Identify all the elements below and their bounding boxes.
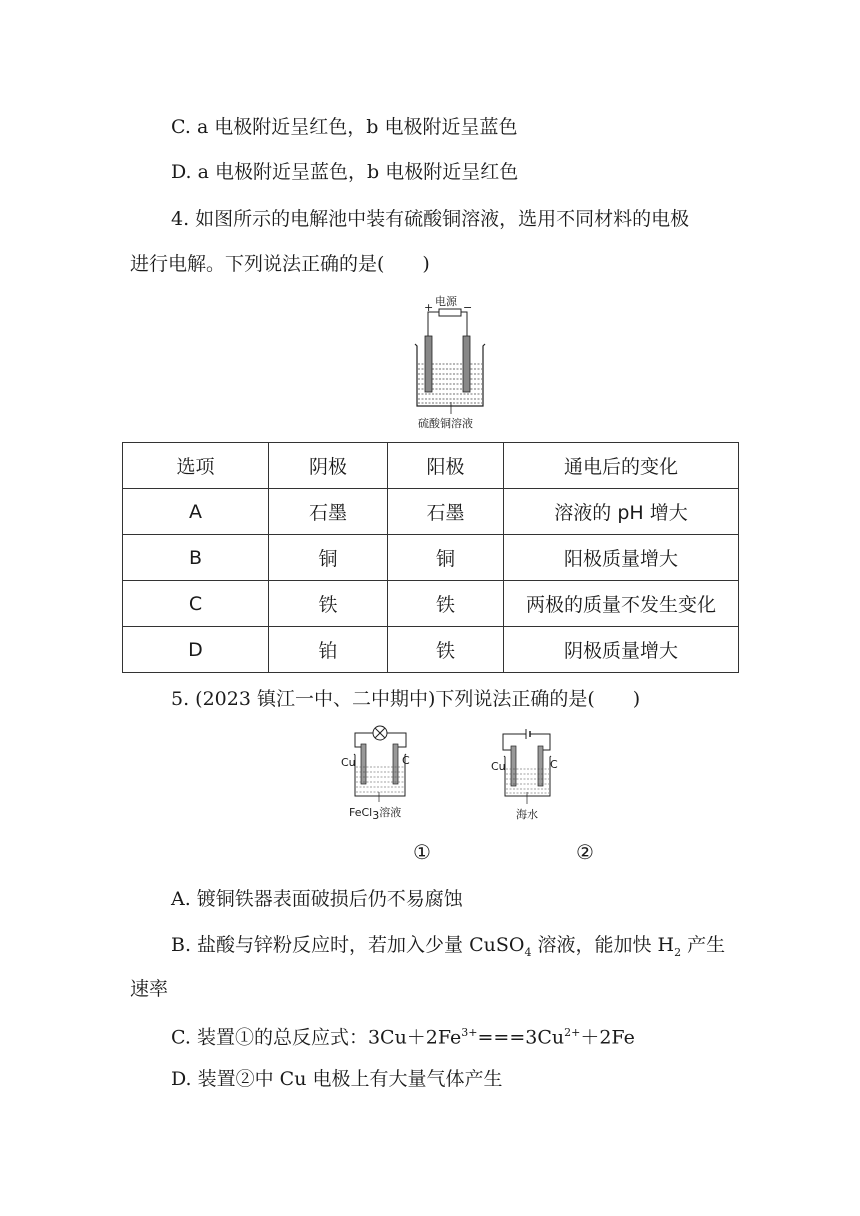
table-cell: 两极的质量不发生变化: [504, 581, 739, 627]
table-header: 通电后的变化: [504, 443, 739, 489]
device-2-figure: [488, 726, 568, 826]
table-cell: 铜: [269, 535, 388, 581]
power-supply-label: 电源: [435, 295, 457, 308]
device-2-solution-label: 海水: [516, 808, 538, 821]
table-header: 阴极: [269, 443, 388, 489]
electrolysis-cell-figure: [405, 292, 495, 432]
q5-option-c: C. 装置①的总反应式：$3Cu+2Fe^{3+}===3Cu^{2+}+2Fe$: [171, 1026, 635, 1049]
table-header-row: [123, 443, 739, 489]
right-electrode-label: C: [402, 754, 410, 767]
left-electrode-label: Cu: [341, 756, 356, 769]
table-cell: A: [123, 489, 269, 535]
table-row: [123, 489, 739, 535]
device-1-marker: ①: [413, 840, 431, 864]
table-cell: 阴极质量增大: [504, 627, 739, 673]
table-cell: C: [123, 581, 269, 627]
table-cell: 溶液的 pH 增大: [504, 489, 739, 535]
table-cell: 石墨: [388, 489, 504, 535]
right-electrode-label: C: [550, 758, 558, 771]
device-1-solution-label: FeCl$_3$溶液: [349, 806, 402, 823]
options-table: [122, 442, 739, 673]
table-header: 阳极: [388, 443, 504, 489]
table-cell: 铁: [269, 581, 388, 627]
q5-option-b-line2: 速率: [130, 978, 169, 1000]
q5-stem: 5. (2023 镇江一中、二中期中)下列说法正确的是( ): [171, 688, 641, 710]
device-1-figure: [340, 722, 435, 822]
table-cell: 石墨: [269, 489, 388, 535]
negative-terminal: −: [463, 301, 473, 314]
table-row: [123, 581, 739, 627]
solution-label: 硫酸铜溶液: [418, 417, 473, 430]
table-cell: 铁: [388, 627, 504, 673]
table-cell: 阳极质量增大: [504, 535, 739, 581]
table-cell: B: [123, 535, 269, 581]
q5-option-b-line1: B. 盐酸与锌粉反应时，若加入少量 CuSO$_4$ 溶液，能加快 $H_2$ 产生: [171, 934, 726, 959]
q4-stem-line2: 进行电解。下列说法正确的是( ): [130, 253, 430, 275]
positive-terminal: +: [424, 301, 434, 314]
table-cell: D: [123, 627, 269, 673]
q5-option-a: A. 镀铜铁器表面破损后仍不易腐蚀: [171, 888, 463, 910]
table-cell: 铁: [388, 581, 504, 627]
left-electrode-label: Cu: [491, 760, 506, 773]
table-header: 选项: [123, 443, 269, 489]
q5-option-d: D. 装置②中 Cu 电极上有大量气体产生: [171, 1068, 503, 1090]
q4-stem-line1: 4. 如图所示的电解池中装有硫酸铜溶液，选用不同材料的电极: [171, 208, 690, 230]
table-row: [123, 535, 739, 581]
option-c-prev: C. a 电极附近呈红色，b 电极附近呈蓝色: [171, 116, 518, 138]
table-row: [123, 627, 739, 673]
option-d-prev: D. a 电极附近呈蓝色，b 电极附近呈红色: [171, 161, 519, 183]
table-cell: 铜: [388, 535, 504, 581]
device-2-marker: ②: [576, 840, 594, 864]
table-cell: 铂: [269, 627, 388, 673]
